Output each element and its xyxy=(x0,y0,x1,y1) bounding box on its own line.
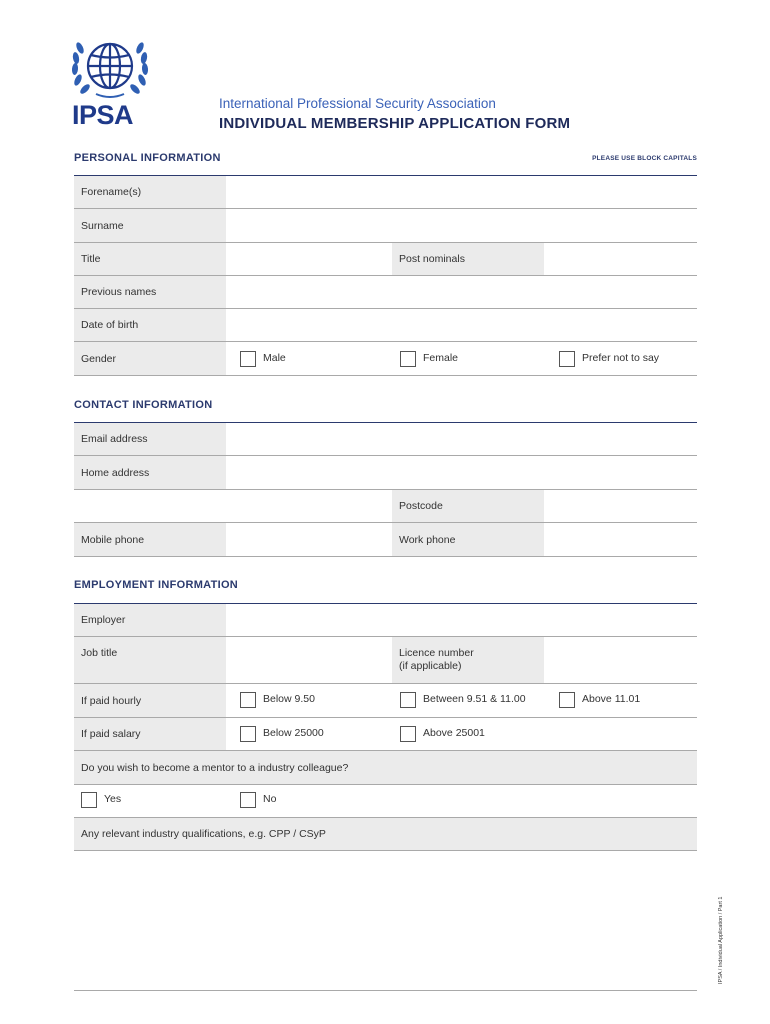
gender-prefer-not-checkbox[interactable] xyxy=(559,351,575,367)
row-gender xyxy=(74,342,697,376)
ipsa-logo-wordmark: IPSA xyxy=(72,100,134,130)
hourly-below-checkbox[interactable] xyxy=(240,692,256,708)
surname-label: Surname xyxy=(74,209,226,242)
row-mentor-options xyxy=(74,785,697,818)
section-title-personal: PERSONAL INFORMATION xyxy=(74,152,221,164)
post-nominals-label: Post nominals xyxy=(392,243,544,275)
row-home-address xyxy=(74,456,697,490)
mentor-question-label: Do you wish to become a mentor to a industry colleague? xyxy=(74,751,697,784)
paid-salary-label: If paid salary xyxy=(74,718,226,750)
home-address-label: Home address xyxy=(74,456,226,489)
gender-female-checkbox[interactable] xyxy=(400,351,416,367)
salary-above-label: Above 25001 xyxy=(423,727,485,739)
dob-field[interactable] xyxy=(226,309,697,341)
work-phone-field[interactable] xyxy=(544,523,697,556)
job-title-label: Job title xyxy=(74,637,226,683)
postcode-field[interactable] xyxy=(544,490,697,522)
work-phone-label: Work phone xyxy=(392,523,544,556)
surname-field[interactable] xyxy=(226,209,697,242)
section-title-employment: EMPLOYMENT INFORMATION xyxy=(74,579,239,591)
forename-label: Forename(s) xyxy=(74,176,226,208)
home-address-line2-field[interactable] xyxy=(74,490,392,522)
form-title: INDIVIDUAL MEMBERSHIP APPLICATION FORM xyxy=(219,115,571,132)
gender-male-checkbox[interactable] xyxy=(240,351,256,367)
block-capitals-note: PLEASE USE BLOCK CAPITALS xyxy=(592,155,697,162)
gender-male-label: Male xyxy=(263,352,286,364)
bottom-rule xyxy=(74,990,697,991)
gender-prefer-not-label: Prefer not to say xyxy=(582,352,660,364)
mobile-phone-label: Mobile phone xyxy=(74,523,226,556)
row-previous-names xyxy=(74,276,697,309)
mentor-no-label: No xyxy=(263,793,277,805)
title-label: Title xyxy=(74,243,226,275)
section-title-contact: CONTACT INFORMATION xyxy=(74,399,213,411)
row-surname xyxy=(74,209,697,243)
mentor-yes-checkbox[interactable] xyxy=(81,792,97,808)
email-label: Email address xyxy=(74,423,226,455)
licence-number-field[interactable] xyxy=(544,637,697,683)
mobile-phone-field[interactable] xyxy=(226,523,392,556)
gender-female-label: Female xyxy=(423,352,459,364)
hourly-above-label: Above 11.01 xyxy=(582,693,641,705)
previous-names-field[interactable] xyxy=(226,276,697,308)
previous-names-label: Previous names xyxy=(74,276,226,308)
row-dob xyxy=(74,309,697,342)
title-field[interactable] xyxy=(226,243,392,275)
row-paid-hourly xyxy=(74,684,697,718)
postcode-label: Postcode xyxy=(392,490,544,522)
salary-below-label: Below 25000 xyxy=(263,727,324,739)
row-phones xyxy=(74,523,697,557)
row-job-title xyxy=(74,637,697,684)
row-mentor-question xyxy=(74,751,697,785)
row-forename xyxy=(74,176,697,209)
hourly-between-label: Between 9.51 & 11.00 xyxy=(423,693,526,705)
licence-number-label: Licence number (if applicable) xyxy=(392,637,544,683)
employer-label: Employer xyxy=(74,604,226,636)
organization-name: International Professional Security Association xyxy=(219,96,496,111)
qualifications-label: Any relevant industry qualifications, e.g. CPP / CSyP xyxy=(74,818,697,850)
row-title xyxy=(74,243,697,276)
row-postcode xyxy=(74,490,697,523)
employer-field[interactable] xyxy=(226,604,697,636)
gender-label: Gender xyxy=(74,342,226,375)
email-field[interactable] xyxy=(226,423,697,455)
salary-below-checkbox[interactable] xyxy=(240,726,256,742)
row-paid-salary xyxy=(74,718,697,751)
row-email xyxy=(74,423,697,456)
job-title-field[interactable] xyxy=(226,637,392,683)
row-employer xyxy=(74,604,697,637)
side-note: IPSA / Individual Application / Part 1 xyxy=(718,896,724,984)
dob-label: Date of birth xyxy=(74,309,226,341)
forename-field[interactable] xyxy=(226,176,697,208)
mentor-no-checkbox[interactable] xyxy=(240,792,256,808)
post-nominals-field[interactable] xyxy=(544,243,697,275)
hourly-between-checkbox[interactable] xyxy=(400,692,416,708)
salary-above-checkbox[interactable] xyxy=(400,726,416,742)
row-qualifications xyxy=(74,818,697,851)
home-address-field[interactable] xyxy=(226,456,697,489)
paid-hourly-label: If paid hourly xyxy=(74,684,226,717)
hourly-below-label: Below 9.50 xyxy=(263,693,315,705)
mentor-yes-label: Yes xyxy=(104,793,122,805)
hourly-above-checkbox[interactable] xyxy=(559,692,575,708)
